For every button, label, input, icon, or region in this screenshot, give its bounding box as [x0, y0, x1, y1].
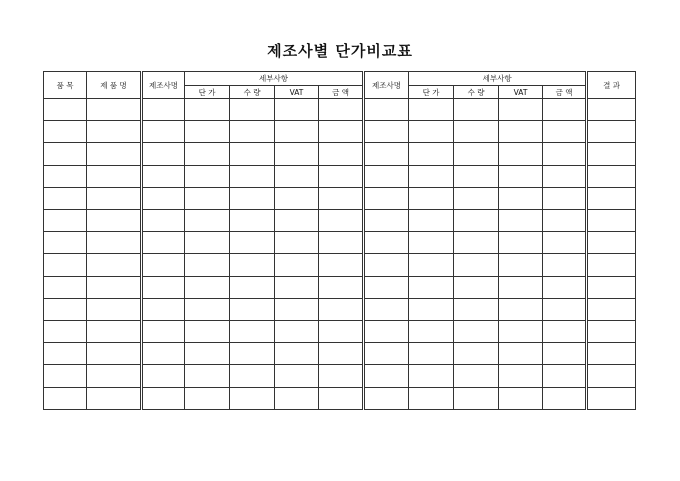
table-cell[interactable]	[587, 232, 636, 254]
table-cell[interactable]	[142, 387, 185, 409]
table-cell[interactable]	[454, 143, 499, 165]
table-cell[interactable]	[543, 321, 587, 343]
table-cell[interactable]	[185, 254, 230, 276]
table-cell[interactable]	[44, 298, 87, 320]
table-cell[interactable]	[185, 187, 230, 209]
table-cell[interactable]	[364, 99, 409, 121]
table-cell[interactable]	[543, 99, 587, 121]
table-cell[interactable]	[364, 232, 409, 254]
table-cell[interactable]	[364, 298, 409, 320]
table-cell[interactable]	[87, 187, 142, 209]
table-cell[interactable]	[142, 99, 185, 121]
table-cell[interactable]	[230, 187, 275, 209]
table-cell[interactable]	[185, 210, 230, 232]
table-cell[interactable]	[87, 232, 142, 254]
table-row	[44, 343, 636, 365]
table-cell[interactable]	[364, 387, 409, 409]
table-cell[interactable]	[409, 121, 454, 143]
table-cell[interactable]	[409, 387, 454, 409]
table-cell[interactable]	[409, 99, 454, 121]
table-cell[interactable]	[87, 343, 142, 365]
table-cell[interactable]	[409, 298, 454, 320]
table-cell[interactable]	[319, 232, 364, 254]
table-cell[interactable]	[587, 343, 636, 365]
table-row	[44, 365, 636, 387]
table-cell[interactable]	[87, 387, 142, 409]
table-cell[interactable]	[587, 321, 636, 343]
table-cell[interactable]	[319, 298, 364, 320]
table-cell[interactable]	[499, 387, 543, 409]
table-cell[interactable]	[44, 387, 87, 409]
table-cell[interactable]	[409, 321, 454, 343]
table-cell[interactable]	[230, 321, 275, 343]
table-cell[interactable]	[543, 276, 587, 298]
table-cell[interactable]	[319, 343, 364, 365]
table-cell[interactable]	[409, 187, 454, 209]
table-cell[interactable]	[275, 365, 319, 387]
header-details-1: 세부사항	[185, 72, 364, 86]
table-cell[interactable]	[587, 365, 636, 387]
table-row	[44, 254, 636, 276]
table-cell[interactable]	[454, 365, 499, 387]
table-cell[interactable]	[230, 365, 275, 387]
table-cell[interactable]	[87, 143, 142, 165]
table-cell[interactable]	[275, 232, 319, 254]
table-cell[interactable]	[454, 321, 499, 343]
table-cell[interactable]	[454, 165, 499, 187]
table-cell[interactable]	[543, 210, 587, 232]
table-cell[interactable]	[543, 165, 587, 187]
table-cell[interactable]	[543, 387, 587, 409]
table-cell[interactable]	[275, 143, 319, 165]
table-cell[interactable]	[275, 121, 319, 143]
table-cell[interactable]	[543, 298, 587, 320]
table-cell[interactable]	[364, 254, 409, 276]
table-cell[interactable]	[587, 298, 636, 320]
table-cell[interactable]	[319, 276, 364, 298]
table-cell[interactable]	[409, 143, 454, 165]
header-maker-2: 제조사명	[364, 72, 409, 99]
table-cell[interactable]	[275, 254, 319, 276]
table-cell[interactable]	[87, 365, 142, 387]
table-cell[interactable]	[587, 165, 636, 187]
table-cell[interactable]	[142, 343, 185, 365]
table-cell[interactable]	[44, 276, 87, 298]
table-cell[interactable]	[454, 187, 499, 209]
table-cell[interactable]	[230, 276, 275, 298]
table-cell[interactable]	[230, 99, 275, 121]
table-cell[interactable]	[44, 254, 87, 276]
table-cell[interactable]	[409, 232, 454, 254]
table-cell[interactable]	[87, 321, 142, 343]
table-cell[interactable]	[499, 143, 543, 165]
table-cell[interactable]	[275, 210, 319, 232]
table-cell[interactable]	[587, 387, 636, 409]
table-cell[interactable]	[364, 365, 409, 387]
table-cell[interactable]	[44, 143, 87, 165]
table-cell[interactable]	[454, 99, 499, 121]
subheader-vat-1: VAT	[275, 86, 319, 99]
table-cell[interactable]	[587, 121, 636, 143]
table-cell[interactable]	[319, 321, 364, 343]
table-row	[44, 321, 636, 343]
table-cell[interactable]	[499, 232, 543, 254]
table-cell[interactable]	[185, 365, 230, 387]
header-maker-1: 제조사명	[142, 72, 185, 99]
table-cell[interactable]	[409, 343, 454, 365]
table-cell[interactable]	[142, 365, 185, 387]
table-cell[interactable]	[543, 343, 587, 365]
table-cell[interactable]	[499, 210, 543, 232]
table-cell[interactable]	[44, 165, 87, 187]
table-cell[interactable]	[587, 210, 636, 232]
table-cell[interactable]	[319, 365, 364, 387]
table-cell[interactable]	[142, 210, 185, 232]
table-cell[interactable]	[185, 343, 230, 365]
table-cell[interactable]	[543, 143, 587, 165]
subheader-amount-2: 금 액	[543, 86, 587, 99]
table-cell[interactable]	[409, 210, 454, 232]
table-cell[interactable]	[230, 143, 275, 165]
table-cell[interactable]	[230, 165, 275, 187]
table-cell[interactable]	[87, 298, 142, 320]
table-cell[interactable]	[543, 365, 587, 387]
table-cell[interactable]	[319, 143, 364, 165]
table-cell[interactable]	[230, 232, 275, 254]
table-cell[interactable]	[275, 298, 319, 320]
table-cell[interactable]	[364, 276, 409, 298]
table-cell[interactable]	[44, 210, 87, 232]
table-cell[interactable]	[499, 321, 543, 343]
table-row	[44, 210, 636, 232]
table-cell[interactable]	[44, 187, 87, 209]
table-cell[interactable]	[230, 343, 275, 365]
table-cell[interactable]	[44, 365, 87, 387]
subheader-unit-price-1: 단 가	[185, 86, 230, 99]
table-row	[44, 165, 636, 187]
table-cell[interactable]	[230, 121, 275, 143]
table-cell[interactable]	[185, 298, 230, 320]
table-row	[44, 187, 636, 209]
table-cell[interactable]	[499, 254, 543, 276]
table-cell[interactable]	[454, 298, 499, 320]
table-cell[interactable]	[44, 343, 87, 365]
table-cell[interactable]	[275, 343, 319, 365]
table-cell[interactable]	[409, 165, 454, 187]
table-body	[44, 99, 636, 410]
table-cell[interactable]	[364, 165, 409, 187]
table-cell[interactable]	[230, 254, 275, 276]
table-cell[interactable]	[454, 276, 499, 298]
table-cell[interactable]	[185, 165, 230, 187]
table-cell[interactable]	[275, 276, 319, 298]
table-cell[interactable]	[364, 210, 409, 232]
table-cell[interactable]	[499, 165, 543, 187]
table-row	[44, 276, 636, 298]
table-cell[interactable]	[230, 298, 275, 320]
table-cell[interactable]	[142, 232, 185, 254]
table-cell[interactable]	[142, 187, 185, 209]
table-cell[interactable]	[319, 121, 364, 143]
table-cell[interactable]	[44, 121, 87, 143]
table-cell[interactable]	[587, 276, 636, 298]
table-cell[interactable]	[499, 187, 543, 209]
table-cell[interactable]	[275, 99, 319, 121]
table-cell[interactable]	[230, 387, 275, 409]
table-cell[interactable]	[275, 165, 319, 187]
table-cell[interactable]	[364, 143, 409, 165]
header-result: 결 과	[587, 72, 636, 99]
table-cell[interactable]	[543, 232, 587, 254]
table-cell[interactable]	[499, 276, 543, 298]
table-cell[interactable]	[319, 254, 364, 276]
table-cell[interactable]	[44, 321, 87, 343]
table-cell[interactable]	[87, 165, 142, 187]
table-cell[interactable]	[364, 121, 409, 143]
header-details-2: 세부사항	[409, 72, 587, 86]
table-row	[44, 99, 636, 121]
table-cell[interactable]	[543, 254, 587, 276]
table-cell[interactable]	[587, 187, 636, 209]
table-cell[interactable]	[499, 121, 543, 143]
table-cell[interactable]	[185, 232, 230, 254]
table-cell[interactable]	[44, 232, 87, 254]
table-cell[interactable]	[409, 254, 454, 276]
table-cell[interactable]	[87, 276, 142, 298]
table-cell[interactable]	[142, 165, 185, 187]
table-cell[interactable]	[499, 343, 543, 365]
table-cell[interactable]	[142, 276, 185, 298]
table-cell[interactable]	[230, 210, 275, 232]
table-cell[interactable]	[275, 387, 319, 409]
table-cell[interactable]	[587, 254, 636, 276]
table-cell[interactable]	[319, 165, 364, 187]
table-cell[interactable]	[587, 99, 636, 121]
subheader-quantity-1: 수 량	[230, 86, 275, 99]
table-cell[interactable]	[142, 254, 185, 276]
table-cell[interactable]	[409, 276, 454, 298]
table-cell[interactable]	[87, 99, 142, 121]
table-cell[interactable]	[319, 99, 364, 121]
table-cell[interactable]	[185, 143, 230, 165]
table-row	[44, 232, 636, 254]
table-row	[44, 387, 636, 409]
table-cell[interactable]	[87, 121, 142, 143]
table-cell[interactable]	[454, 254, 499, 276]
subheader-vat-2: VAT	[499, 86, 543, 99]
table-cell[interactable]	[44, 99, 87, 121]
table-cell[interactable]	[454, 343, 499, 365]
table-cell[interactable]	[319, 210, 364, 232]
header-item: 품 목	[44, 72, 87, 99]
table-cell[interactable]	[87, 210, 142, 232]
table-cell[interactable]	[499, 298, 543, 320]
table-cell[interactable]	[319, 187, 364, 209]
table-cell[interactable]	[409, 365, 454, 387]
table-cell[interactable]	[185, 276, 230, 298]
table-row	[44, 298, 636, 320]
table-cell[interactable]	[587, 143, 636, 165]
document-title: 제조사별 단가비교표	[267, 42, 413, 60]
table-cell[interactable]	[185, 99, 230, 121]
subheader-amount-1: 금 액	[319, 86, 364, 99]
table-cell[interactable]	[185, 387, 230, 409]
table-cell[interactable]	[499, 99, 543, 121]
table-cell[interactable]	[142, 298, 185, 320]
table-cell[interactable]	[142, 121, 185, 143]
table-cell[interactable]	[275, 321, 319, 343]
table-cell[interactable]	[454, 121, 499, 143]
table-cell[interactable]	[454, 210, 499, 232]
table-cell[interactable]	[142, 143, 185, 165]
table-row	[44, 143, 636, 165]
table-cell[interactable]	[87, 254, 142, 276]
subheader-unit-price-2: 단 가	[409, 86, 454, 99]
comparison-table	[43, 71, 636, 410]
table-cell[interactable]	[364, 321, 409, 343]
table-cell[interactable]	[364, 343, 409, 365]
table-cell[interactable]	[185, 121, 230, 143]
table-cell[interactable]	[364, 187, 409, 209]
table-cell[interactable]	[275, 187, 319, 209]
table-cell[interactable]	[185, 321, 230, 343]
table-cell[interactable]	[142, 321, 185, 343]
table-cell[interactable]	[319, 387, 364, 409]
table-cell[interactable]	[543, 121, 587, 143]
table-cell[interactable]	[454, 232, 499, 254]
table-row	[44, 121, 636, 143]
table-cell[interactable]	[543, 187, 587, 209]
subheader-quantity-2: 수 량	[454, 86, 499, 99]
table-cell[interactable]	[499, 365, 543, 387]
table-cell[interactable]	[454, 387, 499, 409]
header-product-name: 제 품 명	[87, 72, 142, 99]
